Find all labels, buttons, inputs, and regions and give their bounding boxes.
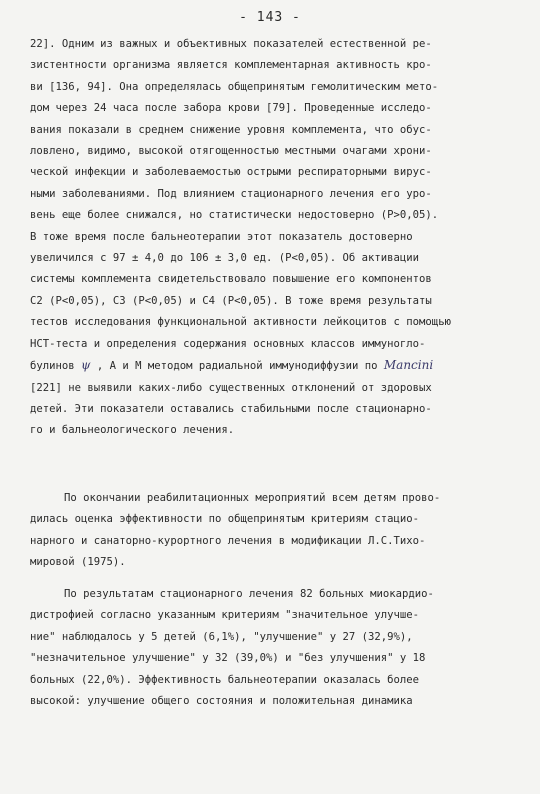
text-line: ными заболеваниями. Под влиянием стационарного лечения его уро- — [30, 187, 432, 200]
text-line: 22]. Одним из важных и объективных показателей естественной ре- — [30, 38, 432, 50]
page-number: - 143 - — [239, 10, 301, 25]
text-line: мировой (1975). — [30, 556, 126, 569]
text-line: "незначительное улучшение" у 32 (39,0%) и "без улучшения" у 18 — [30, 652, 426, 665]
text-line: C2 (P<0,05), C3 (P<0,05) и C4 (P<0,05). В тоже время результаты — [30, 294, 432, 307]
text-line — [30, 355, 516, 377]
text-line: вень еще более снижался, но статистически недостоверно (P>0,05). — [30, 209, 439, 222]
text-fragment: , A и M методом радиальной иммунодиффузии по — [96, 360, 378, 373]
text-line: По окончании реабилитационных мероприятий всем детям прово- — [64, 492, 441, 504]
text-line: По результатам стационарного лечения 82 больных миокардио- — [64, 588, 434, 600]
paragraph-1 — [30, 34, 516, 442]
text-line: ческой инфекции и заболеваемостью острыми респираторными вирус- — [30, 166, 432, 179]
text-line: больных (22,0%). Эффективность бальнеотерапии оказалась более — [30, 673, 420, 686]
text-line: ви [136, 94]. Она определялась общепринятым гемолитическим мето- — [30, 80, 439, 93]
text-line: го и бальнеологического лечения. — [30, 424, 235, 437]
text-line: увеличился с 97 ± 4,0 до 106 ± 3,0 ед. (P<0,05). Об активации — [30, 252, 420, 265]
text-line: тестов исследования функциональной активности лейкоцитов с помощью — [30, 316, 451, 329]
handwritten-ig-symbol: ψ — [81, 358, 91, 373]
paragraph-3 — [30, 584, 516, 712]
text-line: дистрофией согласно указанным критериям "значительное улучше- — [30, 609, 420, 622]
text-line: вания показали в среднем снижение уровня комплемента, что обус- — [30, 123, 432, 136]
text-line: В тоже время после бальнеотерапии этот показатель достоверно — [30, 230, 413, 243]
text-fragment: булинов — [30, 360, 75, 373]
text-line: системы комплемента свидетельствовало повышение его компонентов — [30, 273, 432, 286]
paragraph-2 — [30, 488, 516, 574]
text-line: дилась оценка эффективности по общепринятым критериям стацио- — [30, 513, 420, 526]
text-line: зистентности организма является комплементарная активность кро- — [30, 59, 432, 72]
text-line: высокой: улучшение общего состояния и положительная динамика — [30, 695, 413, 708]
text-line: дом через 24 часа после забора крови [79]. Проведенные исследо- — [30, 102, 432, 115]
text-line: НСТ-теста и определения содержания основных классов иммуногло- — [30, 337, 426, 350]
text-line: ние" наблюдалось у 5 детей (6,1%), "улучшение" у 27 (32,9%), — [30, 630, 413, 643]
text-line: детей. Эти показатели оставались стабильными после стационарно- — [30, 402, 432, 415]
handwritten-mancini: Mancini — [383, 358, 434, 373]
text-line: нарного и санаторно-курортного лечения в модификации Л.С.Тихо- — [30, 534, 426, 547]
text-line: ловлено, видимо, высокой отягощенностью местными очагами хрони- — [30, 145, 432, 158]
text-line: [221] не выявили каких-либо существенных отклонений от здоровых — [30, 381, 432, 394]
